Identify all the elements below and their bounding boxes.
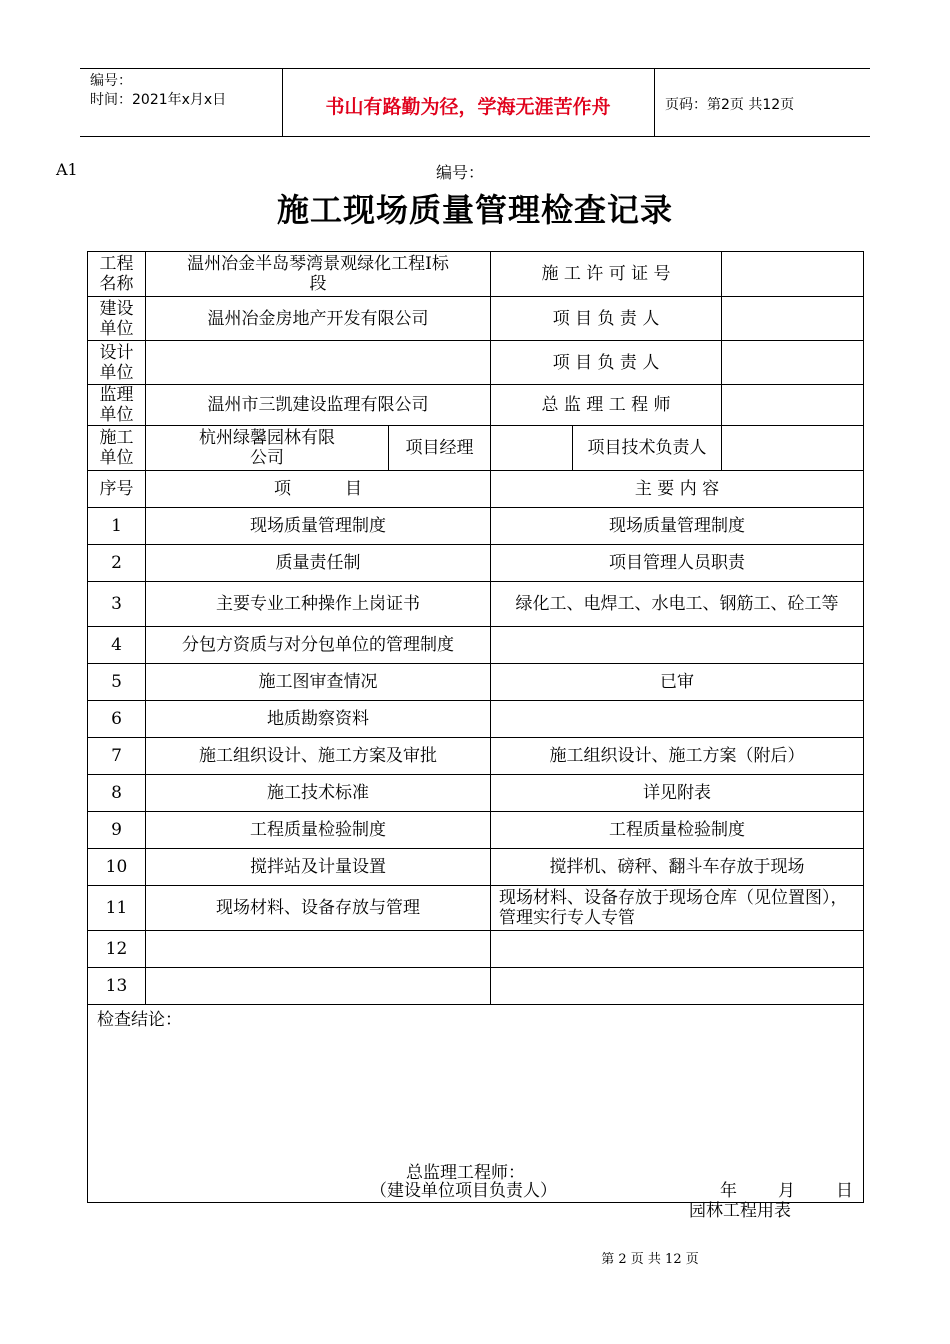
- table-row: [88, 664, 864, 701]
- owner-signature-label: （建设单位项目负责人）: [370, 1181, 557, 1201]
- info-row-construction: [88, 426, 864, 471]
- conclusion-label: 检查结论：: [97, 1010, 182, 1030]
- form-title: 施工现场质量管理检查记录: [276, 191, 673, 229]
- chief-label: 总 监 理 工 程 师: [491, 385, 722, 426]
- form-code: A1: [56, 160, 78, 179]
- col-header-content: 主 要 内 容: [491, 471, 864, 508]
- row-content: 施工组织设计、施工方案（附后）: [491, 738, 864, 775]
- row-item: 质量责任制: [146, 545, 491, 582]
- row-content: [491, 701, 864, 738]
- conclusion-cell: [88, 1005, 864, 1203]
- date-month-label: 月: [778, 1181, 795, 1201]
- row-no: 13: [88, 968, 146, 1005]
- design-resp-value: [722, 341, 864, 385]
- row-no: 5: [88, 664, 146, 701]
- supervision-value: 温州市三凯建设监理有限公司: [146, 385, 491, 426]
- row-no: 6: [88, 701, 146, 738]
- row-content: [491, 627, 864, 664]
- date-day-label: 日: [836, 1181, 853, 1201]
- table-row: [88, 775, 864, 812]
- row-content: [491, 968, 864, 1005]
- row-no: 3: [88, 582, 146, 627]
- col-header-item: 项 目: [146, 471, 491, 508]
- row-item: 现场质量管理制度: [146, 508, 491, 545]
- owner-label: 建设单位: [88, 297, 146, 341]
- header-code-label: 编号：: [90, 73, 132, 89]
- row-no: 11: [88, 886, 146, 931]
- row-item: 施工组织设计、施工方案及审批: [146, 738, 491, 775]
- row-content: 搅拌机、磅秤、翻斗车存放于现场: [491, 849, 864, 886]
- info-row-project: [88, 252, 864, 297]
- owner-value: 温州冶金房地产开发有限公司: [146, 297, 491, 341]
- header-top-rule: [80, 68, 870, 69]
- project-name-value: 温州冶金半岛琴湾景观绿化工程Ⅰ标段: [146, 252, 491, 297]
- project-name-label: 工程名称: [88, 252, 146, 297]
- row-content: 工程质量检验制度: [491, 812, 864, 849]
- header-bottom-rule: [80, 136, 870, 137]
- header-motto: 书山有路勤为径，学海无涯苦作舟: [325, 96, 611, 118]
- date-year-label: 年: [720, 1181, 737, 1201]
- permit-value: [722, 252, 864, 297]
- row-item: 施工图审查情况: [146, 664, 491, 701]
- conclusion-row: [88, 1005, 864, 1203]
- row-no: 2: [88, 545, 146, 582]
- pm-label: 项目经理: [389, 426, 491, 471]
- row-item: 分包方资质与对分包单位的管理制度: [146, 627, 491, 664]
- table-row: [88, 812, 864, 849]
- owner-resp-label: 项 目 负 责 人: [491, 297, 722, 341]
- row-item: 主要专业工种操作上岗证书: [146, 582, 491, 627]
- row-content: 绿化工、电焊工、水电工、钢筋工、砼工等: [491, 582, 864, 627]
- row-no: 8: [88, 775, 146, 812]
- table-row: [88, 931, 864, 968]
- design-value: [146, 341, 491, 385]
- table-row: [88, 886, 864, 931]
- permit-label: 施 工 许 可 证 号: [491, 252, 722, 297]
- row-no: 9: [88, 812, 146, 849]
- row-item: [146, 968, 491, 1005]
- row-no: 1: [88, 508, 146, 545]
- row-item: 地质勘察资料: [146, 701, 491, 738]
- table-row: [88, 849, 864, 886]
- table-row: [88, 508, 864, 545]
- inspection-table: [87, 251, 864, 1203]
- table-row: [88, 738, 864, 775]
- pm-value: [491, 426, 573, 471]
- header-time: 时间：2021年x月x日: [90, 92, 227, 108]
- info-row-design: [88, 341, 864, 385]
- row-item: 搅拌站及计量设置: [146, 849, 491, 886]
- table-row: [88, 968, 864, 1005]
- design-label: 设计单位: [88, 341, 146, 385]
- row-content: [491, 931, 864, 968]
- row-item: 现场材料、设备存放与管理: [146, 886, 491, 931]
- design-resp-label: 项 目 负 责 人: [491, 341, 722, 385]
- chief-signature-label: 总监理工程师：: [406, 1163, 525, 1183]
- row-content: 已审: [491, 664, 864, 701]
- row-no: 7: [88, 738, 146, 775]
- table-row: [88, 582, 864, 627]
- tech-label: 项目技术负责人: [573, 426, 722, 471]
- row-no: 4: [88, 627, 146, 664]
- page-footer: 第 2 页 共 12 页: [601, 1252, 699, 1267]
- col-header-no: 序号: [88, 471, 146, 508]
- row-item: 工程质量检验制度: [146, 812, 491, 849]
- row-item: 施工技术标准: [146, 775, 491, 812]
- info-row-owner: [88, 297, 864, 341]
- column-header-row: [88, 471, 864, 508]
- header-divider-right: [654, 68, 655, 136]
- construct-label: 施工单位: [88, 426, 146, 471]
- table-row: [88, 627, 864, 664]
- info-row-supervision: [88, 385, 864, 426]
- row-item: [146, 931, 491, 968]
- table-row: [88, 701, 864, 738]
- owner-resp-value: [722, 297, 864, 341]
- form-number-label: 编号：: [436, 163, 485, 182]
- table-usage-note: 园林工程用表: [689, 1201, 791, 1221]
- supervision-label: 监理单位: [88, 385, 146, 426]
- chief-value: [722, 385, 864, 426]
- header-page-info: 页码：第2页 共12页: [665, 97, 795, 113]
- tech-value: [722, 426, 864, 471]
- row-no: 12: [88, 931, 146, 968]
- table-row: [88, 545, 864, 582]
- construct-value: 杭州绿馨园林有限公司: [146, 426, 389, 471]
- row-content: 项目管理人员职责: [491, 545, 864, 582]
- row-no: 10: [88, 849, 146, 886]
- row-content: 现场材料、设备存放于现场仓库（见位置图），管理实行专人专管: [491, 886, 864, 931]
- row-content: 详见附表: [491, 775, 864, 812]
- row-content: 现场质量管理制度: [491, 508, 864, 545]
